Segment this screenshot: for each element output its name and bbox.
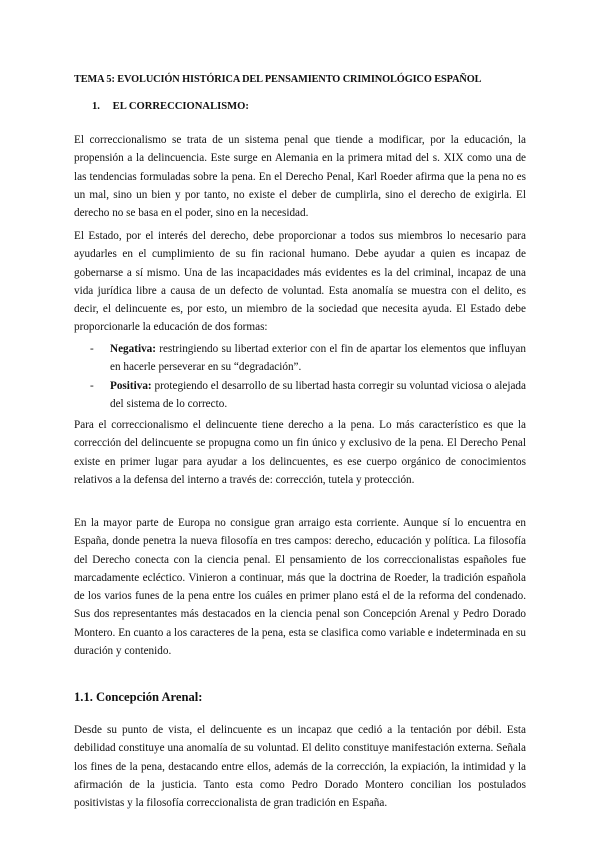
bullet-list [90,340,526,413]
paragraph-state: El Estado, por el interés del derecho, debe proporcionar a todos sus miembros lo necesario para ayudarles en el cumplimiento de su fin racional humano. Debe ayudar a quien es incapaz de gobernarse a sí mismo. Una de las incapacidades más evidentes es la del criminal, incapaz de una vida jurídica libre a causa de un defecto de voluntad. Esta anomalía se muestra con el delito, es decir, el delincuente es, por esto, un miembro de la sociedad que necesita ayuda. El Estado debe proporcionarle la educación de dos formas: [74,230,526,334]
paragraph-right-to-punishment: Para el correccionalismo el delincuente tiene derecho a la pena. Lo más característico es que la corrección del delincuente se propugna como un fin único y exclusivo de la pena. El Derecho Penal existe en primer lugar para ayudar a los delincuentes, es ese cuerpo orgánico de conocimientos relativos a la defensa del interno a través de: corrección, tutela y protección. [74,419,526,486]
section-heading [92,101,249,112]
paragraph-intro: El correccionalismo se trata de un sistema penal que tiende a modificar, por la educación, la propensión a la delincuencia. Este surge en Alemania en la primera mitad del s. XIX como una de las tendencias formuladas sobre la pena. En el Derecho Penal, Karl Roeder afirma que la pena no es un mal, sino un bien y por tanto, no existe el deber de cumplirla, sino el derecho de exigirla. El derecho no se basa en el poder, sino en la necesidad. [74,134,526,220]
document-title: TEMA 5: EVOLUCIÓN HISTÓRICA DEL PENSAMIENTO CRIMINOLÓGICO ESPAÑOL [74,74,482,85]
bullet-term: Negativa: [110,343,156,355]
bullet-term: Positiva: [110,379,152,392]
bullet-dash: - [90,379,94,392]
list-item [90,377,526,414]
list-item [90,340,526,377]
section-number: 1. [92,101,100,112]
subsection-heading: 1.1. Concepción Arenal: [74,690,203,704]
bullet-dash: - [90,343,94,355]
paragraph-europe-spain: En la mayor parte de Europa no consigue gran arraigo esta corriente. Aunque sí lo encuentra en España, donde penetra la nueva filosofía en tres campos: derecho, educación y política. La filosofía del Derecho conecta con la ciencia penal. El pensamiento de los correccionalistas españoles fue marcadamente ecléctico. Vinieron a continuar, más que la doctrina de Roeder, la tradición española de los varios funes de la pena entre los cuáles en primer plano está el de la reforma del condenado. Sus dos representantes más destacados en la ciencia penal son Concepción Arenal y Pedro Dorado Montero. En cuanto a los caracteres de la pena, esta se clasifica como variable e indeterminada en su duración y contenido. [74,517,526,658]
section-title: EL CORRECCIONALISMO: [112,101,249,112]
paragraph-concepcion-arenal: Desde su punto de vista, el delincuente es un incapaz que cedió a la tentación por débil. Esta debilidad constituye una anomalía de su voluntad. El delito constituye manifestación externa. Señala los fines de la pena, destacando entre ellos, además de la corrección, la expiación, la intimidad y la afirmación de la justicia. Tanto esta como Pedro Dorado Montero concilian los postulados positivistas y la filosofía correccionalista de gran tradición en España. [74,724,526,810]
bullet-text: restringiendo su libertad exterior con el fin de apartar los elementos que influyan en hacerle perseverar en su “degradación”. [110,343,526,374]
bullet-text: protegiendo el desarrollo de su libertad hasta corregir su voluntad viciosa o alejada del sistema de lo correcto. [110,379,526,410]
